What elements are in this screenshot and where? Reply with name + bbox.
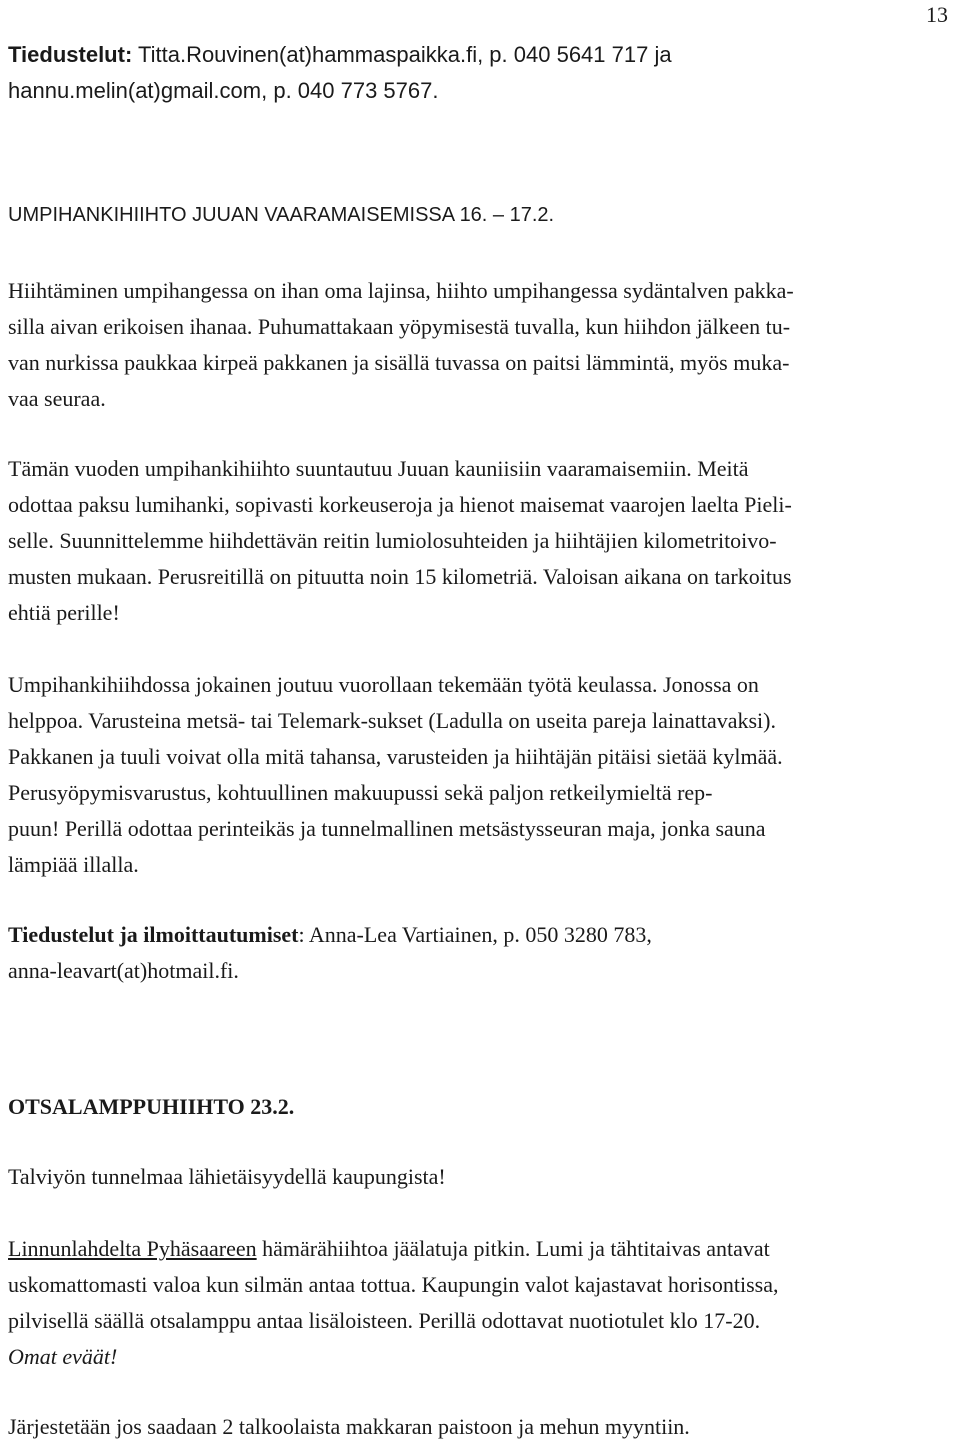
paragraph-line: vaa seuraa.	[8, 386, 106, 411]
paragraph-line: musten mukaan. Perusreitillä on pituutta noin 15 kilometriä. Valoisan aikana on tarkoitus	[8, 564, 792, 589]
paragraph-line: selle. Suunnittelemme hiihdettävän reitin lumiolosuhteiden ja hiihtäjien kilometritoivo-	[8, 528, 777, 553]
paragraph-line: odottaa paksu lumihanki, sopivasti korkeuseroja ja hienot maisemat vaarojen laelta Pieli-	[8, 492, 792, 517]
paragraph-line: lämpiää illalla.	[8, 852, 139, 877]
final-line: Järjestetään jos saadaan 2 talkoolaista makkaran paistoon ja mehun myyntiin.	[8, 1414, 690, 1439]
contact-details: Titta.Rouvinen(at)hammaspaikka.fi, p. 040 5641 717 ja	[132, 42, 672, 67]
page-number: 13	[926, 2, 948, 27]
paragraph-line: van nurkissa paukkaa kirpeä pakkanen ja sisällä tuvassa on paitsi lämmintä, myös muka-	[8, 350, 790, 375]
route-description: hämärähiihtoa jäälatuja pitkin. Lumi ja tähtitaivas antavat	[256, 1236, 770, 1261]
registration-line-2: anna-leavart(at)hotmail.fi.	[8, 958, 239, 983]
paragraph-line: Perusyöpymisvarustus, kohtuullinen makuupussi sekä paljon retkeilymieltä rep-	[8, 780, 713, 805]
paragraph-line	[8, 1238, 770, 1260]
registration-line-1	[8, 924, 652, 946]
paragraph-line: Hiihtäminen umpihangessa on ihan oma lajinsa, hiihto umpihangessa sydäntalven pakka-	[8, 278, 794, 303]
paragraph-line: Umpihankihiihdossa jokainen joutuu vuorollaan tekemään työtä keulassa. Jonossa on	[8, 672, 759, 697]
paragraph-line: Pakkanen ja tuuli voivat olla mitä tahansa, varusteiden ja hiihtäjän pitäisi sietää kylmää.	[8, 744, 783, 769]
tagline: Talviyön tunnelmaa lähietäisyydellä kaupungista!	[8, 1164, 446, 1189]
registration-label: Tiedustelut ja ilmoittautumiset	[8, 922, 299, 947]
paragraph-line: pilvisellä säällä otsalamppu antaa lisäloisteen. Perillä odottavat nuotiotulet klo 17-20.	[8, 1308, 761, 1333]
contact-line-2: hannu.melin(at)gmail.com, p. 040 773 5767.	[8, 78, 439, 103]
section-heading-otsalamppuhiihto: OTSALAMPPUHIIHTO 23.2.	[8, 1094, 295, 1119]
route-link[interactable]: Linnunlahdelta Pyhäsaareen	[8, 1236, 257, 1261]
contact-label: Tiedustelut:	[8, 42, 133, 67]
section-heading-umpihankihiihto: UMPIHANKIHIIHTO JUUAN VAARAMAISEMISSA 16. – 17.2.	[8, 204, 555, 226]
paragraph-line: helppoa. Varusteina metsä- tai Telemark-sukset (Ladulla on useita pareja lainattavaksi).	[8, 708, 776, 733]
paragraph-line: puun! Perillä odottaa perinteikäs ja tunnelmallinen metsästysseuran maja, jonka sauna	[8, 816, 766, 841]
paragraph-line: ehtiä perille!	[8, 600, 120, 625]
registration-details: : Anna-Lea Vartiainen, p. 050 3280 783,	[298, 922, 652, 947]
paragraph-line: silla aivan erikoisen ihanaa. Puhumattakaan yöpymisestä tuvalla, kun hiihdon jälkeen tu-	[8, 314, 791, 339]
paragraph-line: uskomattomasti valoa kun silmän antaa tottua. Kaupungin valot kajastavat horisontissa,	[8, 1272, 779, 1297]
paragraph-line: Tämän vuoden umpihankihiihto suuntautuu Juuan kauniisiin vaaramaisemiin. Meitä	[8, 456, 749, 481]
italic-note: Omat eväät!	[8, 1344, 118, 1369]
contact-line-1	[8, 44, 672, 66]
